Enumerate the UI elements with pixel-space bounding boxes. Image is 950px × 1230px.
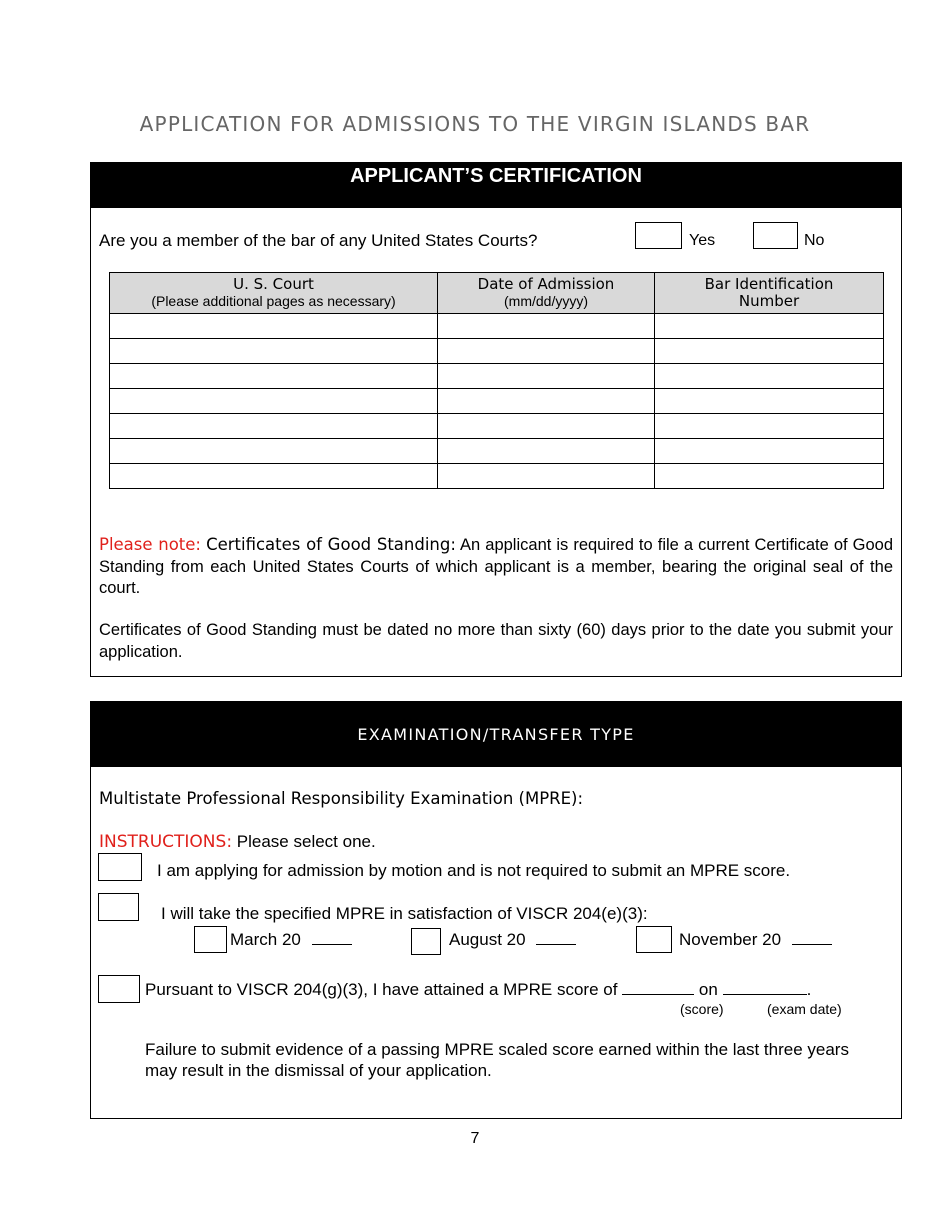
option-attained-score: Pursuant to VISCR 204(g)(3), I have attained a MPRE score of on . bbox=[145, 980, 812, 999]
bar-id-cell[interactable] bbox=[655, 364, 884, 389]
examination-heading: EXAMINATION/TRANSFER TYPE bbox=[91, 702, 901, 767]
col-date-title: Date of Admission bbox=[477, 275, 615, 293]
august-option bbox=[449, 930, 576, 950]
bar-id-cell[interactable] bbox=[655, 414, 884, 439]
march-option bbox=[230, 930, 352, 950]
august-label: August 20 bbox=[449, 930, 526, 949]
table-row bbox=[110, 339, 884, 364]
score-blank[interactable] bbox=[622, 994, 694, 995]
yes-label: Yes bbox=[689, 232, 716, 249]
failure-note: Failure to submit evidence of a passing MPRE scaled score earned within the last three years may result in the dismissal of your application. bbox=[145, 1040, 849, 1080]
score-caption: (score) bbox=[680, 1001, 724, 1017]
attained-score-label: Pursuant to VISCR 204(g)(3), I have attained a MPRE score of bbox=[145, 980, 618, 999]
no-checkbox[interactable] bbox=[753, 222, 798, 249]
examination-section bbox=[90, 701, 902, 1119]
instructions bbox=[99, 832, 376, 852]
table-row bbox=[110, 414, 884, 439]
applicant-certification-section bbox=[90, 162, 902, 677]
exam-date-caption: (exam date) bbox=[767, 1001, 842, 1017]
november-option bbox=[679, 930, 832, 950]
date-cell[interactable] bbox=[438, 389, 655, 414]
yes-checkbox[interactable] bbox=[635, 222, 682, 249]
option-motion-checkbox[interactable] bbox=[98, 853, 142, 881]
table-row bbox=[110, 439, 884, 464]
court-cell[interactable] bbox=[110, 364, 438, 389]
march-checkbox[interactable] bbox=[194, 926, 227, 953]
exam-date-blank[interactable] bbox=[723, 994, 807, 995]
option-take-mpre-label: I will take the specified MPRE in satisfaction of VISCR 204(e)(3): bbox=[161, 904, 648, 923]
us-courts-table bbox=[109, 272, 884, 489]
court-cell[interactable] bbox=[110, 439, 438, 464]
date-cell[interactable] bbox=[438, 314, 655, 339]
bar-id-cell[interactable] bbox=[655, 439, 884, 464]
table-row bbox=[110, 364, 884, 389]
note-title: Certificates of Good Standing: bbox=[206, 535, 456, 554]
good-standing-dated-note: Certificates of Good Standing must be dated no more than sixty (60) days prior to the date you submit your application. bbox=[99, 621, 893, 661]
option-attained-score-checkbox[interactable] bbox=[98, 975, 140, 1003]
november-checkbox[interactable] bbox=[636, 926, 672, 953]
court-cell[interactable] bbox=[110, 414, 438, 439]
bar-member-question: Are you a member of the bar of any United States Courts? bbox=[99, 231, 538, 250]
date-cell[interactable] bbox=[438, 364, 655, 389]
bar-id-cell[interactable] bbox=[655, 314, 884, 339]
court-cell[interactable] bbox=[110, 389, 438, 414]
august-year-blank[interactable] bbox=[536, 944, 576, 945]
august-checkbox[interactable] bbox=[411, 928, 441, 955]
option-take-mpre-checkbox[interactable] bbox=[98, 893, 139, 921]
col-bar-id bbox=[655, 273, 884, 314]
court-cell[interactable] bbox=[110, 464, 438, 489]
no-label: No bbox=[804, 232, 825, 249]
col-bar-id-title: Bar Identification Number bbox=[704, 275, 834, 310]
table-row bbox=[110, 389, 884, 414]
table-row bbox=[110, 314, 884, 339]
note-body: An applicant is required to file a current Certificate of Good Standing from each United States Courts of which applicant is a member, bearing the original seal of the court. bbox=[99, 536, 893, 597]
certification-heading: APPLICANT’S CERTIFICATION bbox=[91, 163, 901, 208]
november-label: November 20 bbox=[679, 930, 782, 949]
page-number: 7 bbox=[470, 1130, 480, 1147]
col-us-court-sub: (Please additional pages as necessary) bbox=[151, 293, 396, 309]
date-cell[interactable] bbox=[438, 439, 655, 464]
instructions-label: INSTRUCTIONS: bbox=[99, 832, 233, 852]
march-label: March 20 bbox=[230, 930, 301, 949]
note-label: Please note: bbox=[99, 535, 201, 554]
date-cell[interactable] bbox=[438, 339, 655, 364]
court-cell[interactable] bbox=[110, 339, 438, 364]
bar-id-cell[interactable] bbox=[655, 389, 884, 414]
date-cell[interactable] bbox=[438, 464, 655, 489]
date-cell[interactable] bbox=[438, 414, 655, 439]
november-year-blank[interactable] bbox=[792, 944, 832, 945]
good-standing-note bbox=[99, 534, 893, 600]
instructions-text: Please select one. bbox=[236, 832, 376, 851]
bar-id-cell[interactable] bbox=[655, 464, 884, 489]
option-motion-label: I am applying for admission by motion and is not required to submit an MPRE score. bbox=[157, 861, 791, 880]
col-us-court bbox=[110, 273, 438, 314]
document-title: APPLICATION FOR ADMISSIONS TO THE VIRGIN ISLANDS BAR bbox=[139, 112, 811, 136]
on-label: on bbox=[698, 980, 718, 999]
bar-id-cell[interactable] bbox=[655, 339, 884, 364]
col-us-court-title: U. S. Court bbox=[233, 275, 314, 293]
court-cell[interactable] bbox=[110, 314, 438, 339]
table-header-row bbox=[110, 273, 884, 314]
march-year-blank[interactable] bbox=[312, 944, 352, 945]
mpre-title: Multistate Professional Responsibility Examination (MPRE): bbox=[99, 789, 584, 808]
col-date-admission bbox=[438, 273, 655, 314]
col-date-sub: (mm/dd/yyyy) bbox=[504, 293, 588, 309]
table-row bbox=[110, 464, 884, 489]
